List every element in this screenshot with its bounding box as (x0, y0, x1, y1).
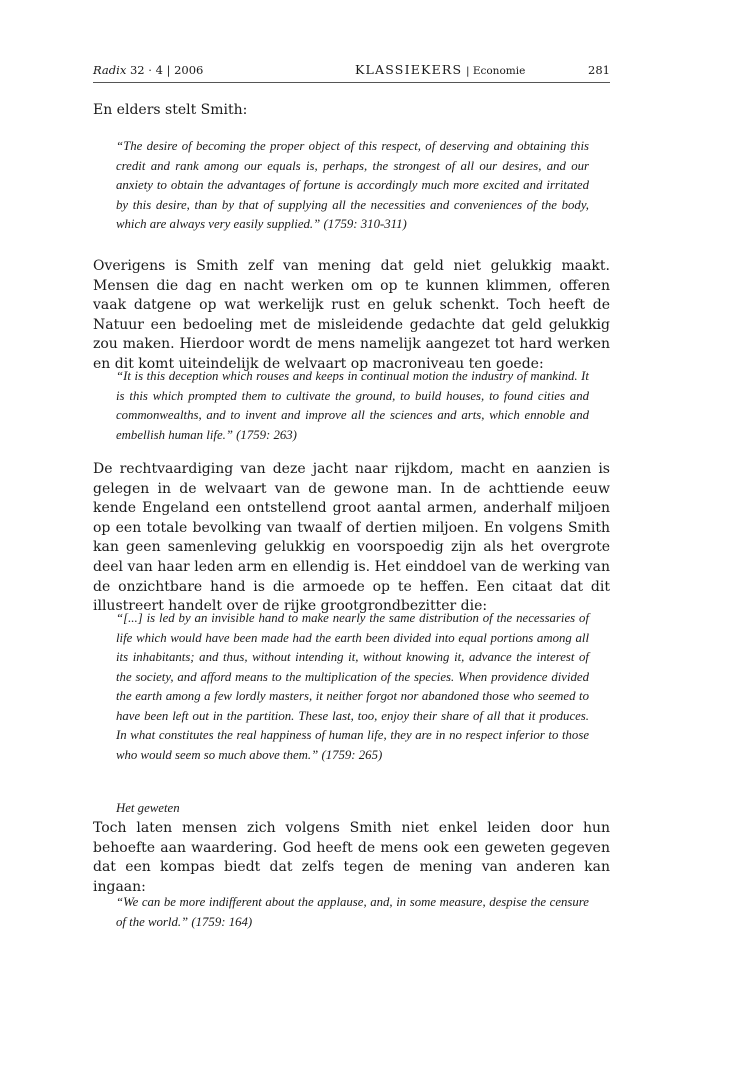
blockquote (116, 893, 589, 932)
body-paragraph: De rechtvaardiging van deze jacht naar rijkdom, macht en aanzien is gelegen in de welvaart van de gewone man. In de achttiende eeuw kende Engeland een ontstellend groot aantal armen, anderhalf miljoen op een totale bevolking van twaalf of dertien miljoen. En volgens Smith kan geen samenleving gelukkig en voorspoedig zijn als het overgrote deel van haar leden arm en ellendig is. Het einddoel van de werking van de onzichtbare hand is die armoede op te heffen. Een citaat dat dit illustreert handelt over de rijke grootgrondbezitter die: (93, 461, 610, 615)
intro-line: En elders stelt Smith: (93, 102, 248, 118)
quote-text: “The desire of becoming the proper object of this respect, of deserving and obtaining this credit and rank among our equals is, perhaps, the strongest of all our desires, and our anxiety to obtain the advantages of fortune is accordingly much more excited and irritated by this desire, than by that of supplying all the necessities and conveniences of the body, which are always very easily supplied.” (116, 139, 589, 231)
quote-text: “We can be more indifferent about the applause, and, in some measure, despise the censure of the world.” (116, 895, 589, 929)
journal-issue: 32 · 4 | 2006 (129, 63, 204, 77)
blockquote (116, 137, 589, 235)
quote-citation: (1759: 265) (321, 747, 383, 762)
quote-text: “It is this deception which rouses and keeps in continual motion the industry of mankind. It is this which prompted them to cultivate the ground, to build houses, to found cities and commonwealths, and to invent and improve all the sciences and arts, which ennoble and embellish human life.” (116, 369, 589, 442)
quote-citation: (1759: 310-311) (323, 217, 407, 231)
blockquote (116, 367, 589, 445)
blockquote (116, 609, 589, 765)
running-header (93, 60, 610, 83)
quote-citation: (1759: 164) (191, 914, 253, 929)
body-paragraph: Overigens is Smith zelf van mening dat geld niet gelukkig maakt. Mensen die dag en nacht werken om op te kunnen klimmen, offeren vaak datgene op wat werkelijk rust en geluk schenkt. Toch heeft de Natuur een bedoeling met de misleidende gedachte dat geld gelukkig zou maken. Hierdoor wordt de mens namelijk aangezet tot hard werken en dit komt uiteindelijk de welvaart op macroniveau ten goede: (93, 258, 610, 372)
journal-name: Radix (93, 63, 127, 77)
quote-citation: (1759: 263) (236, 427, 297, 442)
journal-citation (93, 61, 203, 79)
body-paragraph: Toch laten mensen zich volgens Smith niet enkel leiden door hun behoefte aan waardering. God heeft de mens ook een geweten gegeven dat een kompas biedt dat zelfs tegen de mening van anderen kan ingaan: (93, 820, 610, 895)
quote-text: “[...] is led by an invisible hand to make nearly the same distribution of the necessaries of life which would have been made had the earth been divided into equal portions among all its inhabitants; and thus, without intending it, without knowing it, advance the interest of the society, and afford means to the multiplication of the species. When providence divided the earth among a few lordly masters, it neither forgot nor abandoned those who seemed to have been left out in the partition. These last, too, enjoy their share of all that it produces. In what constitutes the real happiness of human life, they are in no respect inferior to those who would seem so much above them.” (116, 611, 589, 762)
subsection-title: | Economie (465, 65, 526, 77)
section-subheading: Het geweten (116, 801, 180, 815)
section-title: KLASSIEKERS (355, 62, 463, 77)
page-number: 281 (588, 63, 610, 77)
section-label (355, 61, 525, 80)
